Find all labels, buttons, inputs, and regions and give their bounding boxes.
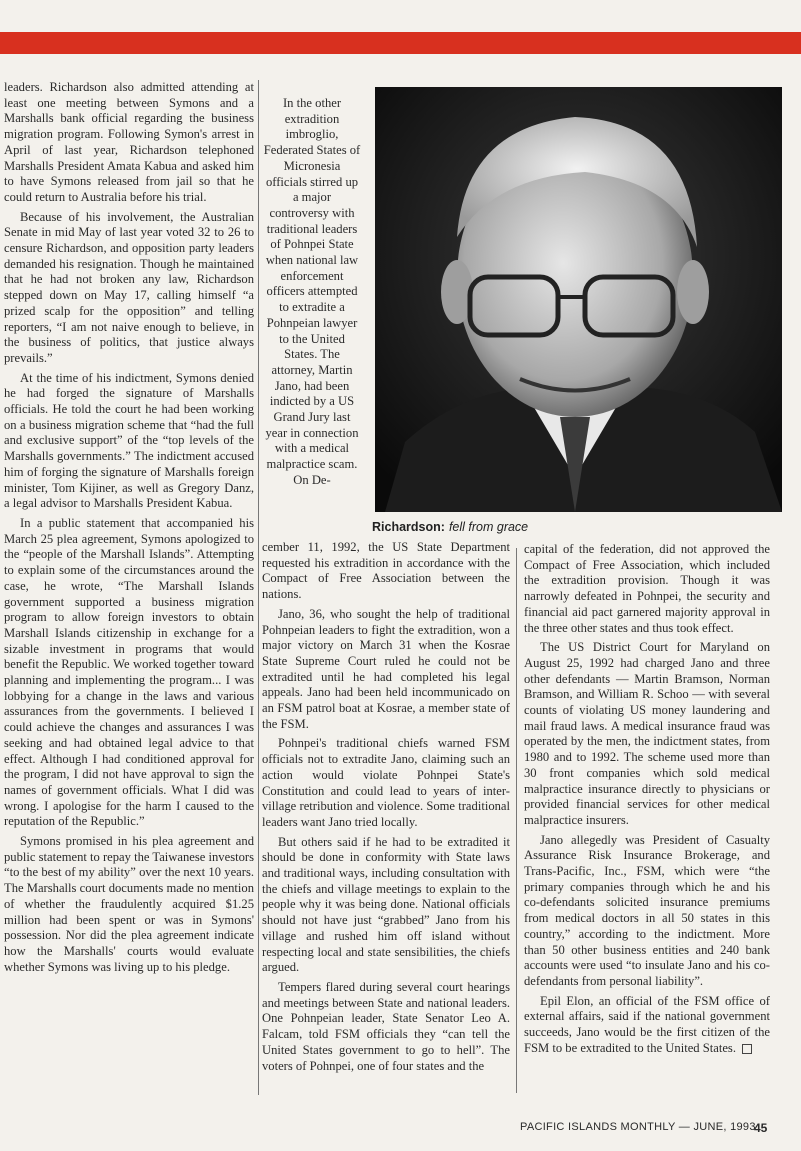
paragraph: leaders. Richardson also admitted attending at least one meeting between Symons and a Marshalls bank official regarding the business migration program. Following Symon's arrest in April of last year, Richardson telephoned Marshalls President Amata Kabua and asked him to have Symons released from jail so that he could return to Australia before his trial. <box>4 80 254 204</box>
portrait-image <box>375 87 782 512</box>
paragraph: capital of the federation, did not approved the Compact of Free Association, which included the extradition provision. Though it was narrowly defeated in Pohnpei, the security and financial aid pact garnered majority approval in the three other states and thus took effect. <box>524 542 770 635</box>
paragraph: The US District Court for Maryland on August 25, 1992 had charged Jano and three other defendants — Martin Bramson, Norman Bramson, and William R. Schoo — with several counts of violating US money laundering and mail fraud laws. A medical insurance fraud was operated by the men, the indictment states, from 1980 and to 1992. The scheme used more than 30 front companies which sold medical malpractice insurance directly to physicians or provided financial services for other medical malpractice insurers. <box>524 640 770 827</box>
column-divider <box>258 80 259 1095</box>
paragraph: In a public statement that accompanied his March 25 plea agreement, Symons apologized to the “people of the Marshall Islands”. Attempting to explain some of the circumstances around the case, he wrote, “The Marshall Islands government supported a business migration program to allow foreign investors to obtain Marshall Islands citizenship in exchange for a sizable investment in programs that would benefit the Republic. We worked together toward planning and implementing the program... I was lobbying for a change in the laws and various assurances from the governments. I believed I could achieve the changes and assurances I was seeking and had obtained legal advice to that effect. Although I had conditioned approval for the program, I did not have approval to sign the names of government officials. What I did was wrong. I apologise for the harm I caused to the reputation of the Republic.” <box>4 515 254 829</box>
header-accent-bar <box>0 32 801 54</box>
caption-text: fell from grace <box>448 520 529 534</box>
portrait-photo <box>375 87 782 512</box>
column-divider <box>516 548 517 1093</box>
paragraph: Symons promised in his plea agreement and public statement to repay the Taiwanese investors “to the best of my ability” over the next 10 years. The Marshalls court documents made no mention of whether the fraudulently acquired $1.25 million had been spent or was in Symons' possession. Nor did the plea agreement indicate how the Marshalls' courts would evaluate whether Symons was living up to his pledge. <box>4 834 254 974</box>
paragraph: Because of his involvement, the Australian Senate in mid May of last year voted 32 to 26 to censure Richardson, and opposition party leaders demanded his resignation. Though he maintained that he had not broken any law, Richardson stepped down on May 17, calling himself “a prized scalp for the opposition” and telling reporters, “I am not naive enough to believe, in the business of politics, that justice always prevails.” <box>4 209 254 365</box>
photo-caption <box>372 520 528 534</box>
paragraph: Jano, 36, who sought the help of traditional Pohnpeian leaders to fight the extradition, won a major victory on March 31 when the Kosrae State Supreme Court ruled he could not be extradited until he had completed his legal appeals. Jano had been held incommunicado on an FSM patrol boat at Kosrae, a member state of the FSM. <box>262 606 510 731</box>
caption-name: Richardson: <box>372 520 445 534</box>
paragraph: At the time of his indictment, Symons denied he had forged the signature of Marshalls officials. He told the court he had been working on a business migration scheme that “had the full and exclusive support” of the “top levels of the Marshalls governments.” The indictment accused him of forging the signature of Marshalls foreign minister, Tom Kijiner, as well as Gregory Danz, a legal advisor to Marshalls President Kabua. <box>4 370 254 511</box>
article-column-1 <box>4 80 254 1105</box>
paragraph: Tempers flared during several court hearings and meetings between State and national leaders. One Pohnpeian leader, State Senator Leo A. Falcam, told FSM officials they “can tell the United States government to go to hell”. The voters of Pohnpei, one of four states and the <box>262 979 510 1073</box>
paragraph: But others said if he had to be extradited it should be done in conformity with State laws and traditional ways, including consultation with the chiefs and village meetings to explain to the people why it was being done. National officials should not have just “grabbed” Jano from his village and rushed him off island without respecting local and state sensibilities, the chiefs argued. <box>262 834 510 975</box>
paragraph: Pohnpei's traditional chiefs warned FSM officials not to extradite Jano, claiming such an action would violate Pohnpei State's Constitution and could lead to years of inter-village retribution and violence. Some traditional leaders want Jano tried locally. <box>262 736 510 829</box>
paragraph-text: Epil Elon, an official of the FSM office of external affairs, said if the national government succeeds, Jano would be the first citizen of the FSM to be extradited to the United States. <box>524 993 770 1055</box>
paragraph <box>524 994 770 1057</box>
paragraph: Jano allegedly was President of Casualty Assurance Risk Insurance Brokerage, and Trans-Pacific, Inc., FSM, which were “the primary companies through which he and his co-defendants solicited insurance premiums from medical doctors in all 50 states in this country,” according to the indictment. More than 50 other business entities and 240 bank accounts were used “to insulate Jano and his co-defendants from personal liability”. <box>524 832 770 988</box>
paragraph: In the other extradition imbroglio, Federated States of Micronesia officials stirred up a major controversy with traditional leaders of Pohnpei State when national law enforcement officers attempted to extradite a Pohnpeian lawyer to the United States. The attorney, Martin Jano, had been indicted by a US Grand Jury last year in connection with a medical malpractice scam. On De- <box>263 96 361 487</box>
end-mark-icon <box>742 1044 752 1054</box>
paragraph: cember 11, 1992, the US State Department requested his extradition in accordance with the Compact of Free Association between the nations. <box>262 540 510 602</box>
article-column-2-top <box>262 96 362 536</box>
page-number: 45 <box>754 1121 768 1135</box>
article-column-2-bottom <box>262 540 510 1100</box>
footer-publication: PACIFIC ISLANDS MONTHLY — JUNE, 1993 <box>520 1121 756 1133</box>
article-column-3 <box>524 542 770 1107</box>
